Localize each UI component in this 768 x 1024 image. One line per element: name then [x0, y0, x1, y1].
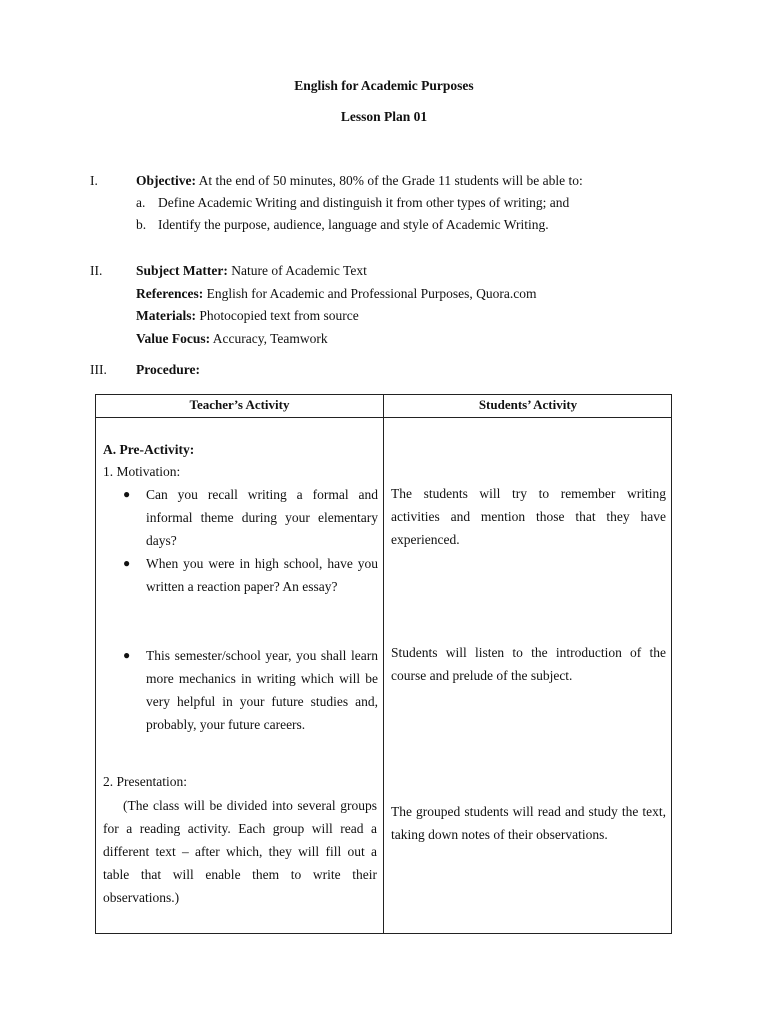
procedure-line: [136, 362, 200, 378]
document-title: English for Academic Purposes: [294, 78, 474, 93]
column-header-students: Students’ Activity: [478, 397, 578, 412]
teacher-bullet-2: When you were in high school, have you written a reaction paper? An essay?: [146, 556, 378, 594]
objective-label: Objective:: [136, 173, 196, 188]
section-number-3: III.: [90, 362, 107, 377]
subject-matter-label: Subject Matter:: [136, 263, 228, 278]
subject-matter-line: [136, 263, 367, 279]
bullet-icon: ●: [123, 648, 131, 662]
objective-item-text: Define Academic Writing and distinguish it from other types of writing; and: [158, 195, 570, 210]
column-divider: [383, 395, 384, 933]
students-activity-2: Students will listen to the introduction of the course and prelude of the subject.: [391, 645, 666, 683]
materials-label: Materials:: [136, 308, 196, 323]
objective-line: [136, 173, 583, 189]
value-focus-line: [136, 331, 328, 347]
bullet-icon: ●: [123, 487, 131, 501]
lesson-plan-number: Lesson Plan 01: [340, 109, 428, 124]
section-number-1: I.: [90, 173, 98, 188]
value-focus-text: Accuracy, Teamwork: [210, 331, 328, 346]
subject-matter-text: Nature of Academic Text: [227, 263, 367, 278]
teacher-bullet-3: This semester/school year, you shall learn more mechanics in writing which will be very helpful in your future studies and, probably, your future careers.: [146, 648, 378, 732]
teacher-bullet-1: Can you recall writing a formal and informal theme during your elementary days?: [146, 487, 378, 548]
references-line: [136, 286, 537, 302]
objective-item-text: Identify the purpose, audience, language and style of Academic Writing.: [158, 217, 549, 232]
bullet-icon: ●: [123, 556, 131, 570]
references-text: English for Academic and Professional Purposes, Quora.com: [203, 286, 537, 301]
objective-text: At the end of 50 minutes, 80% of the Grade 11 students will be able to:: [195, 173, 583, 188]
objective-item-a: [136, 195, 569, 211]
materials-text: Photocopied text from source: [195, 308, 359, 323]
motivation-heading: 1. Motivation:: [103, 464, 181, 479]
pre-activity-heading: A. Pre-Activity:: [103, 442, 195, 457]
header-divider: [96, 417, 671, 418]
presentation-text: (The class will be divided into several groups for a reading activity. Each group will read a different text – after which, they will fill out a table that will enable them to write their observations.): [103, 798, 377, 905]
value-focus-label: Value Focus:: [136, 331, 211, 346]
objective-item-letter: a.: [136, 195, 146, 210]
objective-item-letter: b.: [136, 217, 147, 232]
section-number-2: II.: [90, 263, 103, 278]
students-activity-1: The students will try to remember writing activities and mention those that they have experienced.: [391, 486, 666, 547]
materials-line: [136, 308, 359, 324]
column-header-teacher: Teacher’s Activity: [189, 397, 290, 412]
presentation-heading: 2. Presentation:: [103, 774, 187, 789]
procedure-label: Procedure:: [136, 362, 200, 377]
objective-item-b: [136, 217, 549, 233]
procedure-table: [95, 394, 672, 934]
students-activity-3: The grouped students will read and study the text, taking down notes of their observations.: [391, 804, 666, 842]
references-label: References:: [136, 286, 204, 301]
